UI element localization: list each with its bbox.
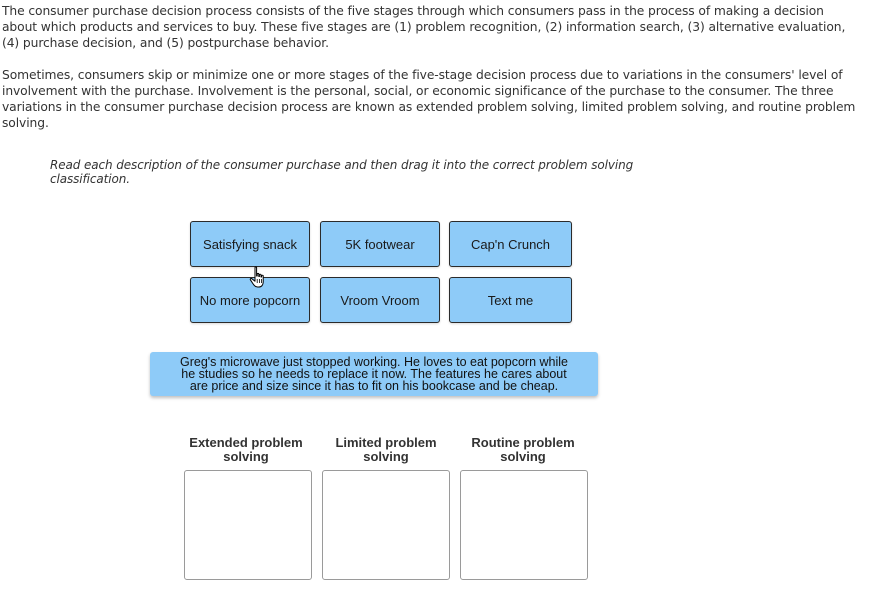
- drop-zone-extended[interactable]: [184, 470, 312, 580]
- tile-text-me[interactable]: Text me: [449, 277, 572, 323]
- category-label-extended: Extended problem solving: [189, 435, 303, 464]
- hand-pointer-icon: [249, 266, 269, 290]
- tile-5k-footwear[interactable]: 5K footwear: [320, 221, 440, 267]
- tile-capn-crunch[interactable]: Cap'n Crunch: [449, 221, 572, 267]
- category-label-routine: Routine problem solving: [471, 435, 575, 464]
- drop-zone-routine[interactable]: [460, 470, 588, 580]
- intro-paragraph-1: The consumer purchase decision process consists of the five stages through which consumers pass in the process of making a decision about which products and services to buy. These five stages are (1) problem recognition, (2) information search, (3) alternative evaluation, (4) purchase decision, and (5) postpurchase behavior.: [2, 4, 846, 50]
- instruction-text: Read each description of the consumer purchase and then drag it into the correct problem solving classification.: [50, 158, 634, 186]
- tile-no-more-popcorn[interactable]: No more popcorn: [190, 277, 310, 323]
- drop-zone-limited[interactable]: [322, 470, 450, 580]
- tile-satisfying-snack[interactable]: Satisfying snack: [190, 221, 310, 267]
- category-label-limited: Limited problem solving: [335, 435, 437, 464]
- tile-vroom-vroom[interactable]: Vroom Vroom: [320, 277, 440, 323]
- intro-paragraph-2: Sometimes, consumers skip or minimize one or more stages of the five-stage decision process due to variations in the consumers' level of involvement with the purchase. Involvement is the personal, social, or economic significance of the purchase to the consumer. The three variations in the consumer purchase decision process are known as extended problem solving, limited problem solving, and routine problem solving.: [2, 68, 856, 130]
- intro-text: [2, 3, 862, 147]
- scenario-description-card[interactable]: Greg's microwave just stopped working. He loves to eat popcorn while he studies so he needs to replace it now. The features he cares about are price and size since it has to fit on his bookcase and be cheap.: [150, 352, 598, 396]
